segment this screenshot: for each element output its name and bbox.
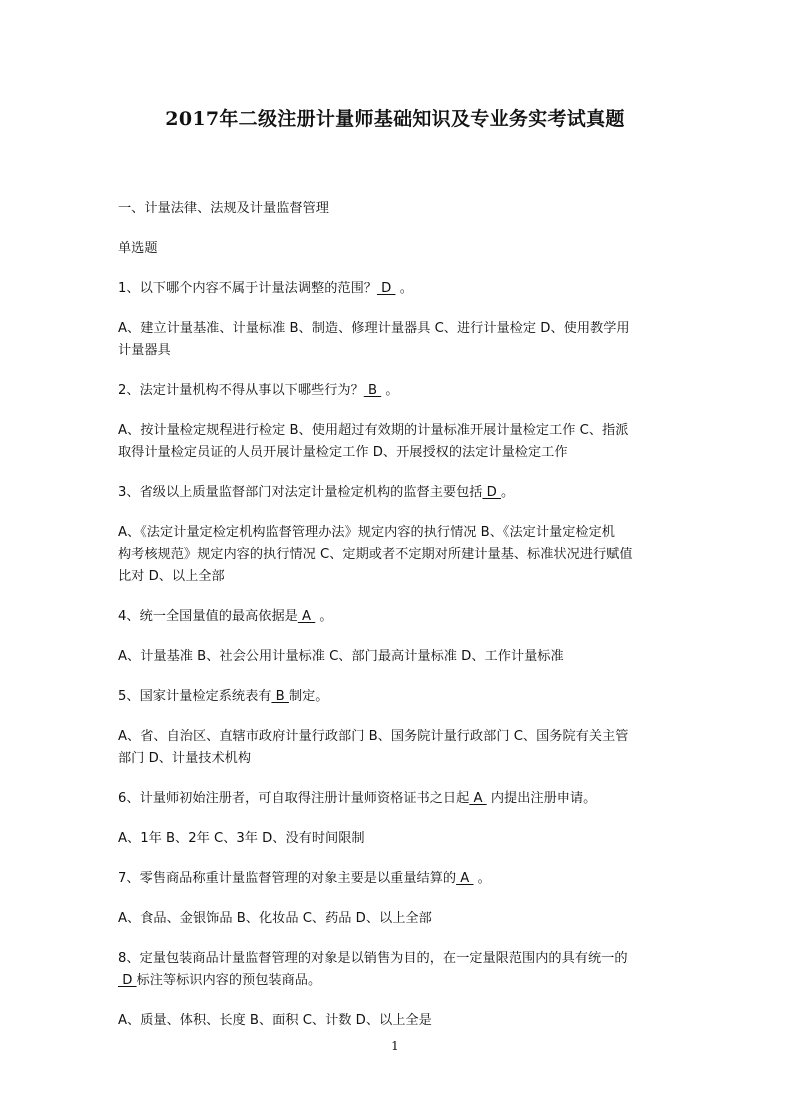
question-options: A、按计量检定规程进行检定 B、使用超过有效期的计量标准开展计量检定工作 C、指派 xyxy=(118,423,629,438)
question-stem: 4、统一全国量值的最高依据是 A 。 xyxy=(118,606,670,628)
question-stem-continued: D 标注等标识内容的预包装商品。 xyxy=(118,970,670,992)
answer-blank: D xyxy=(118,973,137,988)
question-4 xyxy=(118,606,670,668)
question-stem: 7、零售商品称重计量监督管理的对象主要是以重量结算的 A 。 xyxy=(118,868,670,890)
question-options: A、省、自治区、直辖市政府计量行政部门 B、国务院计量行政部门 C、国务院有关主管 xyxy=(118,729,629,744)
answer-blank: B xyxy=(271,689,289,704)
question-7 xyxy=(118,868,670,930)
answer-blank: A xyxy=(456,871,474,886)
question-options: A、质量、体积、长度 B、面积 C、计数 D、以上全是 xyxy=(118,1013,432,1028)
question-options: 比对 D、以上全部 xyxy=(118,569,225,584)
document-title: 2017年二级注册计量师基础知识及专业务实考试真题 xyxy=(165,108,625,130)
question-stem: 3、省级以上质量监督部门对法定计量检定机构的监督主要包括 D 。 xyxy=(118,482,670,504)
question-type-label: 单选题 xyxy=(118,241,158,256)
document-body xyxy=(118,198,670,1032)
question-options: 部门 D、计量技术机构 xyxy=(118,751,252,766)
answer-blank: B xyxy=(363,383,382,398)
question-options: 取得计量检定员证的人员开展计量检定工作 D、开展授权的法定计量检定工作 xyxy=(118,445,568,460)
section-heading: 一、计量法律、法规及计量监督管理 xyxy=(118,201,329,216)
question-2 xyxy=(118,380,670,464)
question-options: A、1年 B、2年 C、3年 D、没有时间限制 xyxy=(118,831,365,846)
question-stem: 8、定量包装商品计量监督管理的对象是以销售为目的，在一定量限范围内的具有统一的 xyxy=(118,951,628,966)
question-options: A、建立计量基准、计量标准 B、制造、修理计量器具 C、进行计量检定 D、使用教学用 xyxy=(118,321,630,336)
question-8 xyxy=(118,948,670,1032)
answer-blank: A xyxy=(297,609,316,624)
question-stem: 1、以下哪个内容不属于计量法调整的范围？ D 。 xyxy=(118,278,670,300)
answer-blank: D xyxy=(376,281,396,296)
answer-blank: A xyxy=(469,791,487,806)
question-options: 计量器具 xyxy=(118,343,171,358)
question-1 xyxy=(118,278,670,362)
question-stem: 2、法定计量机构不得从事以下哪些行为？ B 。 xyxy=(118,380,670,402)
question-3 xyxy=(118,482,670,588)
question-6 xyxy=(118,788,670,850)
question-options: A、食品、金银饰品 B、化妆品 C、药品 D、以上全部 xyxy=(118,911,432,926)
question-stem: 6、计量师初始注册者，可自取得注册计量师资格证书之日起 A 内提出注册申请。 xyxy=(118,788,670,810)
page-number: 1 xyxy=(391,1039,399,1053)
question-options: A、计量基准 B、社会公用计量标准 C、部门最高计量标准 D、工作计量标准 xyxy=(118,649,564,664)
answer-blank: D xyxy=(482,485,501,500)
question-options: A、《法定计量定检定机构监督管理办法》规定内容的执行情况 B、《法定计量定检定机 xyxy=(118,525,615,540)
question-stem: 5、国家计量检定系统表有 B 制定。 xyxy=(118,686,670,708)
question-5 xyxy=(118,686,670,770)
question-options: 构考核规范》规定内容的执行情况 C、定期或者不定期对所建计量基、标准状况进行赋值 xyxy=(118,547,633,562)
